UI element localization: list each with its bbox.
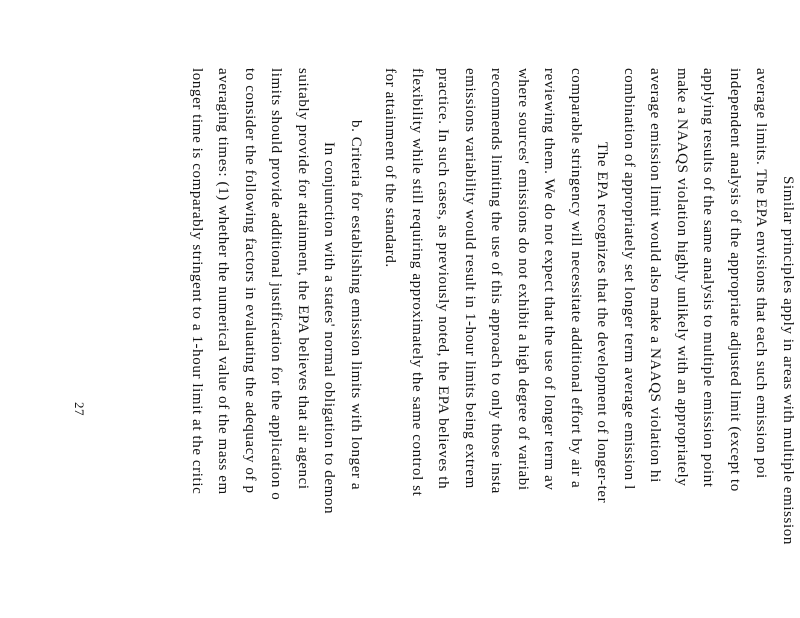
text-line-2: average limits. The EPA envisions that each such emission poi xyxy=(753,68,770,479)
text-line-23: longer time is comparably stringent to a 1-hour limit at the critic xyxy=(189,68,205,495)
text-line-14: practice. In such cases, as previously noted, the EPA believes th xyxy=(435,68,452,490)
text-line-5: make a NAAQS violation highly unlikely with an appropriately xyxy=(674,68,690,487)
text-line-9: comparable stringency will necessitate additional effort by air a xyxy=(568,68,584,489)
text-line-6: average emission limit would also make a NAAQS violation hi xyxy=(647,68,664,483)
text-line-15: flexibility while still requiring approximately the same control st xyxy=(409,68,425,497)
text-line-22: averaging times: (1) whether the numerical value of the mass em xyxy=(215,68,232,495)
text-line-19: suitably provide for attainment, the EPA believes that air agenci xyxy=(295,68,311,490)
text-line-7: combination of appropriately set longer term average emission l xyxy=(621,68,637,490)
text-line-21: to consider the following factors in evaluating the adequacy of p xyxy=(242,68,258,494)
text-line-10: reviewing them. We do not expect that the use of longer term av xyxy=(541,68,558,491)
text-line-12: recommends limiting the use of this approach to only those insta xyxy=(488,68,505,494)
text-line-20: limits should provide additional justification for the application o xyxy=(268,68,285,501)
text-line-11: where sources' emissions do not exhibit a high degree of variabi xyxy=(515,68,531,491)
rotated-document-page xyxy=(72,68,796,618)
text-line-8: The EPA recognizes that the development of longer-ter xyxy=(594,142,611,504)
text-line-4: applying results of the same analysis to multiple emission point xyxy=(700,68,717,488)
text-line-18: In conjunction with a states' normal obligation to demon xyxy=(321,142,338,515)
text-line-16: for attainment of the standard. xyxy=(382,68,399,268)
text-line-13: emissions variability would result in 1-hour limits being extrem xyxy=(462,68,478,489)
text-line-1: Similar principles apply in areas with multiple emission xyxy=(780,176,796,545)
section-heading-b: b. Criteria for establishing emission limits with longer a xyxy=(348,120,364,491)
page-number: 27 xyxy=(72,402,87,416)
text-line-3: independent analysis of the appropriate adjusted limit (except to xyxy=(727,68,743,492)
